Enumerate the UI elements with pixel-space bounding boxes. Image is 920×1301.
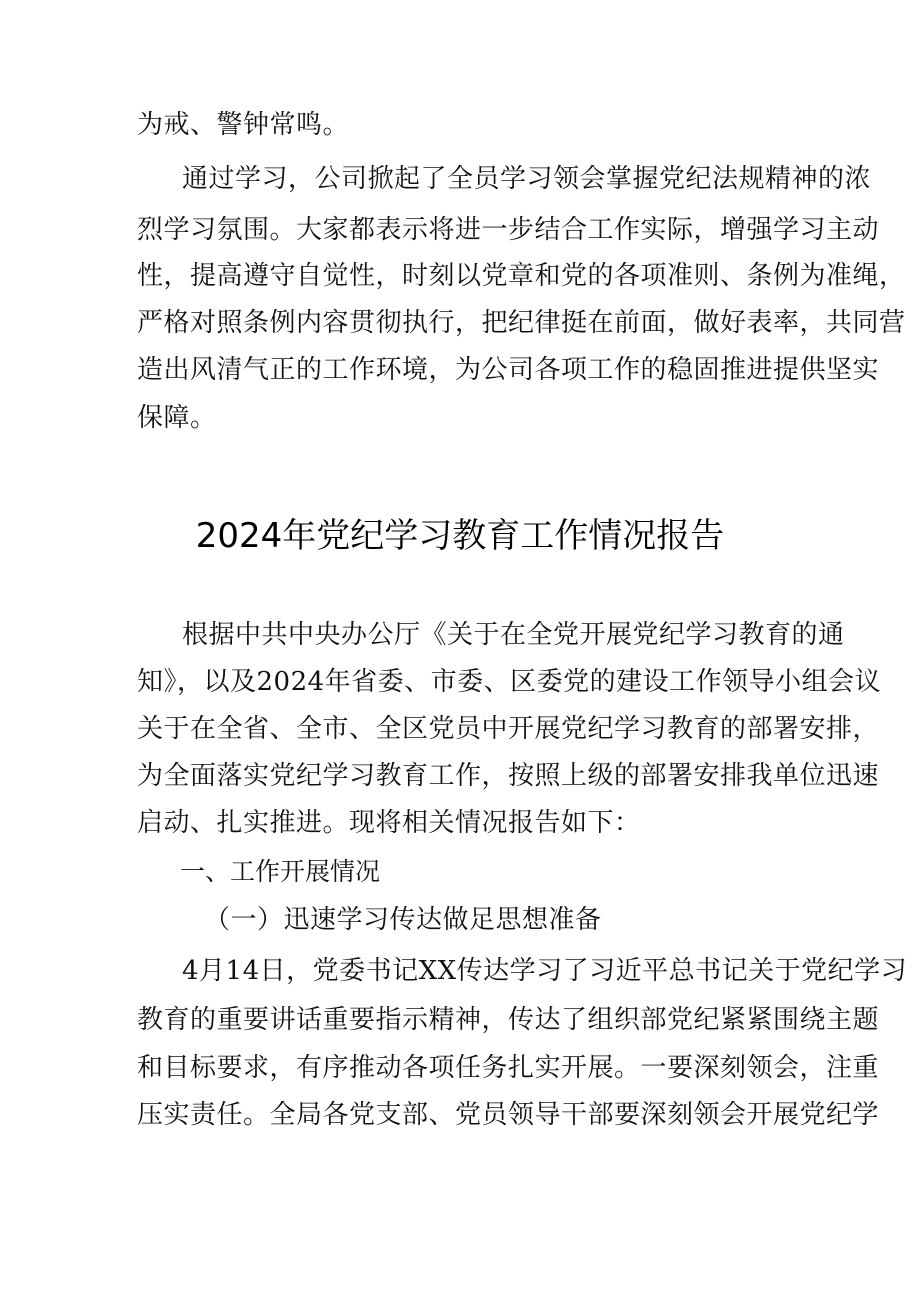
paragraph-line: 教育的重要讲话重要指示精神，传达了组织部党纪紧紧围绕主题 (137, 1005, 880, 1035)
paragraph-line: 启动、扎实推进。现将相关情况报告如下： (137, 808, 641, 838)
section-heading: 一、工作开展情况 (180, 857, 381, 886)
paragraph-line: 为戒、警钟常鸣。 (137, 110, 350, 140)
paragraph-line: 关于在全省、全市、全区党员中开展党纪学习教育的部署安排， (137, 714, 880, 744)
paragraph-line: 通过学习，公司掀起了全员学习领会掌握党纪法规精神的浓 (182, 164, 872, 194)
paragraph-line: 严格对照条例内容贯彻执行，把纪律挺在前面，做好表率，共同营 (137, 308, 906, 338)
paragraph-line: 烈学习氛围。大家都表示将进一步结合工作实际，增强学习主动 (137, 215, 880, 245)
paragraph-line: 为全面落实党纪学习教育工作，按照上级的部署安排我单位迅速 (137, 761, 880, 791)
subsection-heading: （一）迅速学习传达做足思想准备 (204, 905, 602, 935)
paragraph-line: 4月14日，党委书记XX传达学习了习近平总书记关于党纪学习 (182, 956, 908, 986)
paragraph-line: 知》，以及2024年省委、市委、区委党的建设工作领导小组会议 (137, 667, 882, 697)
paragraph-line: 性，提高遵守自觉性，时刻以党章和党的各项准则、条例为准绳， (137, 261, 906, 291)
paragraph-line: 保障。 (137, 403, 217, 433)
paragraph-line: 造出风清气正的工作环境，为公司各项工作的稳固推进提供坚实 (137, 355, 880, 385)
report-title: 2024年党纪学习教育工作情况报告 (195, 516, 725, 556)
paragraph-line: 和目标要求，有序推动各项任务扎实开展。一要深刻领会，注重 (137, 1053, 880, 1083)
paragraph-line: 根据中共中央办公厅《关于在全党开展党纪学习教育的通 (182, 620, 845, 650)
paragraph-line: 压实责任。全局各党支部、党员领导干部要深刻领会开展党纪学 (137, 1100, 880, 1130)
